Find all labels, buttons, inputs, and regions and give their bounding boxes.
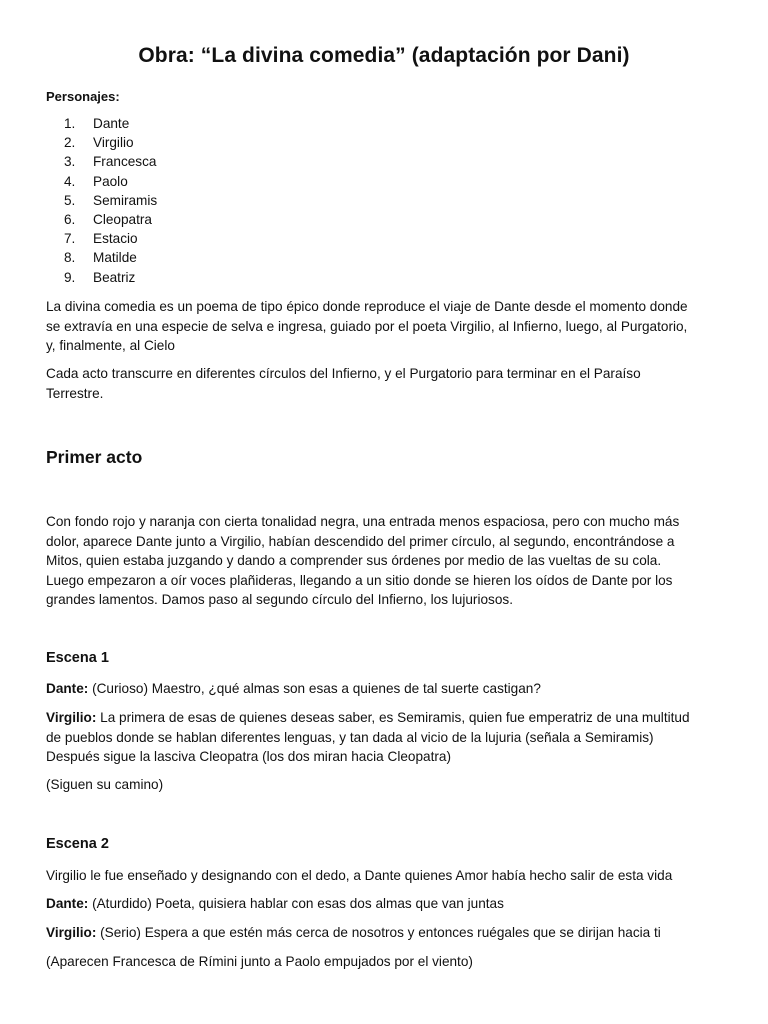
scene-2-virgilio-line: Virgilio: (Serio) Espera a que estén más cerca de nosotros y entonces ruégales que se dirijan hacia ti xyxy=(46,925,661,940)
scene-1-dante-line: Dante: (Curioso) Maestro, ¿qué almas son esas a quienes de tal suerte castigan? xyxy=(46,681,541,696)
act-description: Con fondo rojo y naranja con cierta tonalidad negra, una entrada menos espaciosa, pero con mucho más dolor, aparece Dante junto a Virgilio, habían descendido del primer círculo, al segundo, encontrándose a Mitos, quien estaba juzgando y dando a comprender sus órdenes por medio de las vueltas de su cola. Luego empezaron a oír voces plañideras, llegando a un sitio donde se hieren los oídos de Dante por los grandes lamentos. Damos paso al segundo círculo del Infierno, los lujuriosos. xyxy=(46,514,680,607)
characters-label: Personajes: xyxy=(46,89,120,104)
scene-2-dante-line: Dante: (Aturdido) Poeta, quisiera hablar con esas dos almas que van juntas xyxy=(46,896,504,911)
intro-paragraph-2: Cada acto transcurre en diferentes círculos del Infierno, y el Purgatorio para terminar en el Paraíso Terrestre. xyxy=(46,366,641,401)
speaker-label: Dante: xyxy=(46,896,89,911)
list-item: 4. Paolo xyxy=(64,173,128,189)
list-item: 3. Francesca xyxy=(64,154,157,170)
list-item: 6. Cleopatra xyxy=(64,211,152,227)
list-item: 1. Dante xyxy=(64,116,130,131)
list-item: 8. Matilde xyxy=(64,250,137,266)
document-title: Obra: “La divina comedia” (adaptación por Dani) xyxy=(138,44,630,67)
speaker-label: Virgilio: xyxy=(46,925,97,940)
speaker-label: Virgilio: xyxy=(46,710,97,725)
characters-list xyxy=(64,114,157,287)
list-item: 9. Beatriz xyxy=(64,269,136,285)
scene-1-virgilio-line: Virgilio: La primera de esas de quienes deseas saber, es Semiramis, quien fue emperatriz de una multitud de pueblos donde se hablan diferentes lenguas, y tan dada al vicio de la lujuria (señala a Semiramis) Después sigue la lasciva Cleopatra (los dos miran hacia Cleopatra) xyxy=(46,710,690,764)
scene-1-stage-direction: (Siguen su camino) xyxy=(46,777,164,792)
act-heading: Primer acto xyxy=(46,447,143,467)
speaker-label: Dante: xyxy=(46,681,89,696)
scene-2-stage-direction: (Aparecen Francesca de Rímini junto a Paolo empujados por el viento) xyxy=(46,954,473,969)
intro-paragraph-1: La divina comedia es un poema de tipo épico donde reproduce el viaje de Dante desde el momento donde se extravía en una especie de selva e ingresa, guiado por el poeta Virgilio, al Infierno, luego, al Purgatorio, y, finalmente, al Cielo xyxy=(46,299,688,353)
scene-2-narration: Virgilio le fue enseñado y designando con el dedo, a Dante quienes Amor había hecho salir de esta vida xyxy=(46,868,673,883)
scene-2-heading: Escena 2 xyxy=(46,836,109,852)
scene-1-heading: Escena 1 xyxy=(46,650,109,666)
list-item: 5. Semiramis xyxy=(64,192,158,208)
list-item: 7. Estacio xyxy=(64,231,138,247)
list-item: 2. Virgilio xyxy=(64,135,134,151)
